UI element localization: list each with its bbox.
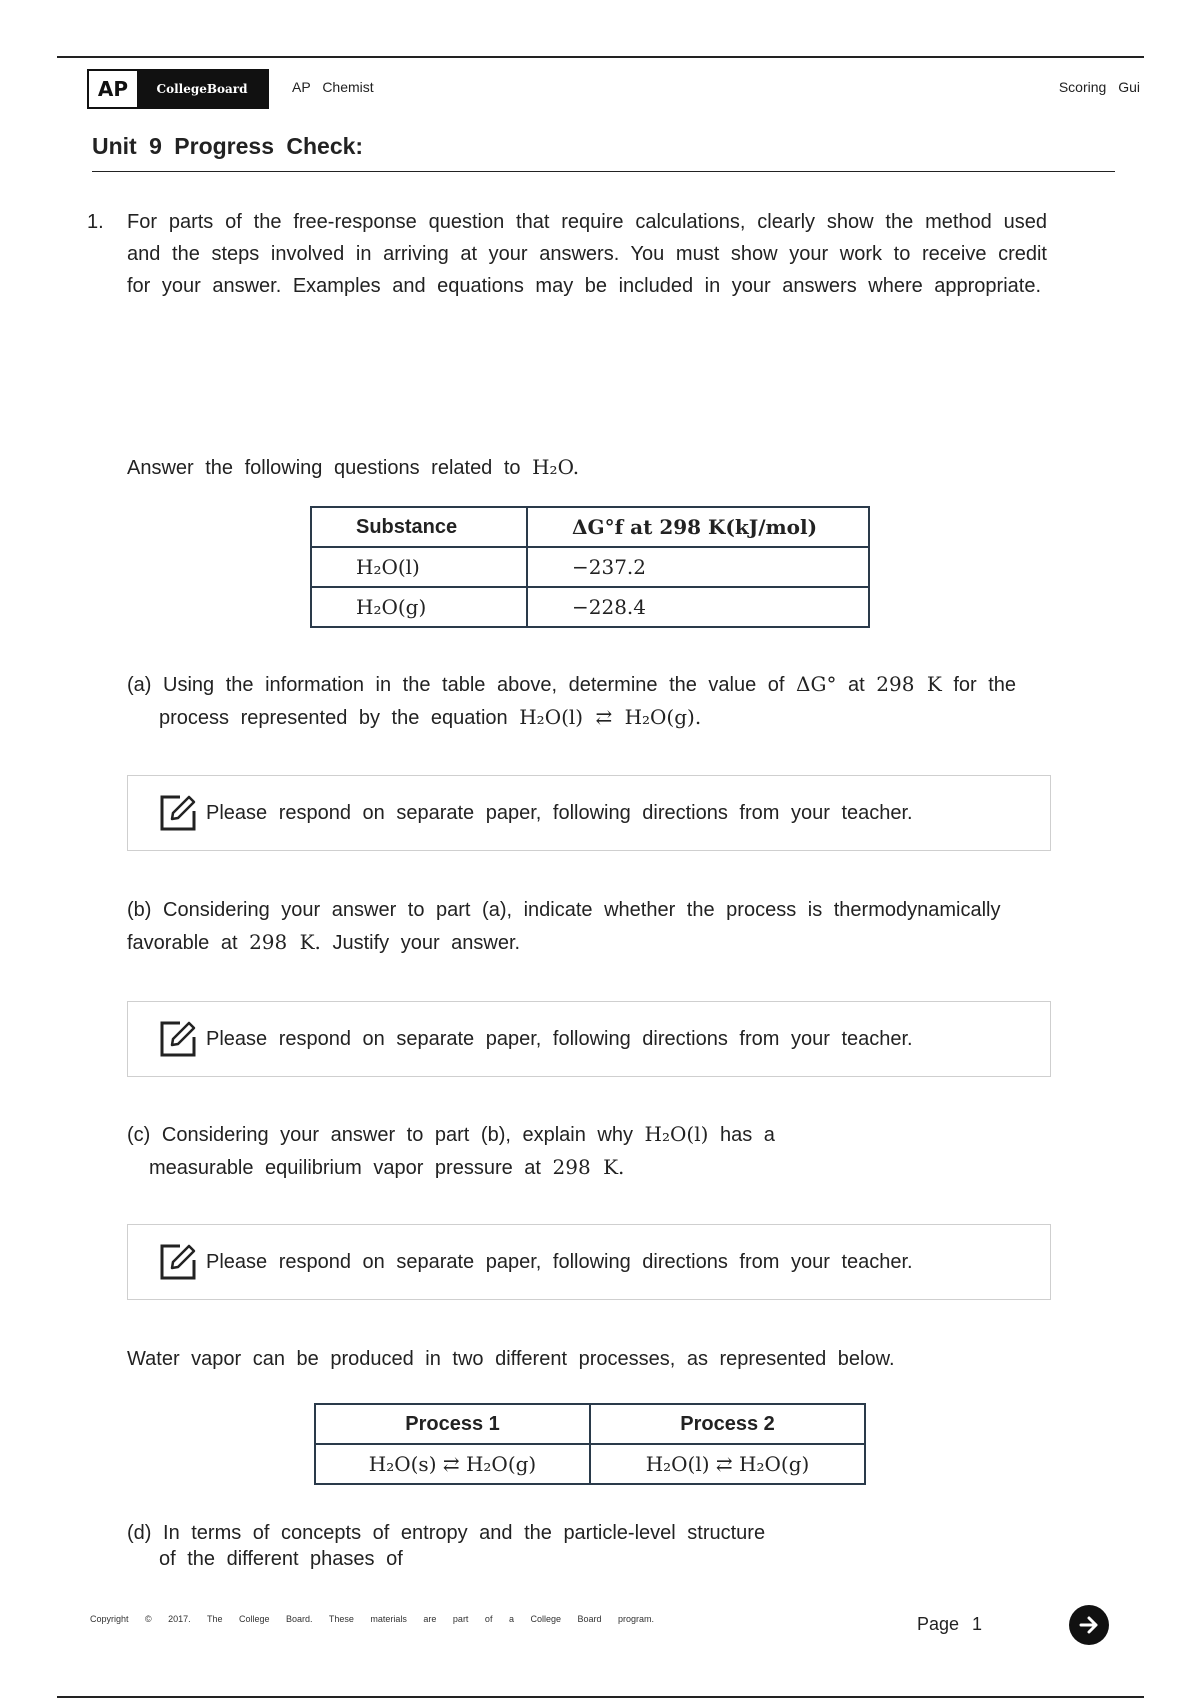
part-b-text2: Justify your answer. bbox=[332, 932, 521, 954]
response-message: Please respond on separate paper, following directions from your teacher. bbox=[206, 1250, 913, 1273]
part-b-label: (b) bbox=[127, 899, 152, 921]
table-row bbox=[311, 547, 869, 587]
edit-pencil-icon bbox=[158, 793, 198, 833]
table-cell-value: −228.4 bbox=[527, 587, 869, 627]
table-header-process-2: Process 2 bbox=[590, 1404, 865, 1444]
part-a-temp: 298 K bbox=[876, 672, 942, 696]
part-c-temp: 298 K. bbox=[552, 1155, 625, 1179]
table-cell-substance: H₂O(g) bbox=[311, 587, 527, 627]
table-header-dg: ΔG°f at 298 K(kJ/mol) bbox=[527, 507, 869, 547]
part-d bbox=[127, 1520, 767, 1572]
logo-ap-text: AP bbox=[89, 71, 137, 107]
table-header-row bbox=[315, 1404, 865, 1444]
part-a-equation: H₂O(l) ⇄ H₂O(g). bbox=[519, 705, 702, 729]
part-a-label: (a) bbox=[127, 674, 152, 696]
table-cell-process-2: H₂O(l) ⇄ H₂O(g) bbox=[590, 1444, 865, 1484]
next-page-button[interactable] bbox=[1069, 1605, 1109, 1645]
edit-pencil-icon bbox=[158, 1019, 198, 1059]
course-name: AP Chemist bbox=[292, 79, 374, 95]
part-d-label: (d) bbox=[127, 1522, 152, 1544]
part-c-text2: has a measurable equilibrium vapor pressure at bbox=[149, 1124, 775, 1179]
part-c-formula: H₂O(l) bbox=[644, 1122, 709, 1146]
table-cell-value: −237.2 bbox=[527, 547, 869, 587]
edit-pencil-icon bbox=[158, 1242, 198, 1282]
title-rule bbox=[92, 171, 1115, 172]
arrow-right-icon bbox=[1076, 1612, 1102, 1638]
part-b-temp: 298 K. bbox=[249, 930, 321, 954]
response-message: Please respond on separate paper, following directions from your teacher. bbox=[206, 801, 913, 824]
scoring-guide-label: Scoring Gui bbox=[1058, 79, 1140, 95]
page-title: Unit 9 Progress Check: bbox=[92, 133, 364, 159]
part-d-text: In terms of concepts of entropy and the particle-level structure of the different phases of bbox=[159, 1522, 766, 1570]
response-box-b[interactable] bbox=[127, 1001, 1051, 1077]
question-number: 1. bbox=[87, 211, 104, 233]
table-header-row bbox=[311, 507, 869, 547]
top-rule bbox=[57, 56, 1144, 58]
page-number: Page 1 bbox=[917, 1614, 983, 1634]
response-box-a[interactable] bbox=[127, 775, 1051, 851]
part-b-text1: Considering your answer to part (a), indicate whether the process is thermodynamically favorable at bbox=[127, 899, 1001, 954]
part-c-label: (c) bbox=[127, 1124, 151, 1146]
process-table bbox=[314, 1403, 866, 1485]
table-row bbox=[311, 587, 869, 627]
part-a-text3: for the process represented by the equation bbox=[159, 674, 1017, 729]
response-message: Please respond on separate paper, following directions from your teacher. bbox=[206, 1027, 913, 1050]
gibbs-energy-table bbox=[310, 506, 870, 628]
table-cell-process-1: H₂O(s) ⇄ H₂O(g) bbox=[315, 1444, 590, 1484]
bottom-rule bbox=[57, 1696, 1144, 1698]
part-a-dg: ΔG° bbox=[796, 672, 837, 696]
part-b bbox=[127, 894, 1047, 959]
part-c bbox=[127, 1118, 887, 1184]
table-header-substance: Substance bbox=[311, 507, 527, 547]
answer-formula: H₂O. bbox=[532, 455, 580, 479]
answer-prompt-text: Answer the following questions related to bbox=[127, 457, 521, 479]
table-row bbox=[315, 1444, 865, 1484]
vapor-intro: Water vapor can be produced in two different processes, as represented below. bbox=[127, 1348, 895, 1370]
question-intro: For parts of the free-response question that require calculations, clearly show the method used and the steps involved in arriving at your answers. You must show your work to receive credit for your answer. Examples and equations may be included in your answers where appropriate. bbox=[127, 211, 1047, 297]
table-cell-substance: H₂O(l) bbox=[311, 547, 527, 587]
part-a-text2: at bbox=[848, 674, 865, 696]
part-a-text1: Using the information in the table above, determine the value of bbox=[163, 674, 785, 696]
logo-collegeboard-text: CollegeBoard bbox=[137, 71, 267, 107]
part-c-text1: Considering your answer to part (b), explain why bbox=[161, 1124, 633, 1146]
page-header bbox=[87, 69, 1140, 109]
response-box-c[interactable] bbox=[127, 1224, 1051, 1300]
copyright-notice: Copyright © 2017. The College Board. These materials are part of a College Board program. bbox=[90, 1614, 654, 1624]
table-header-process-1: Process 1 bbox=[315, 1404, 590, 1444]
ap-collegeboard-logo bbox=[87, 69, 269, 109]
answer-prompt bbox=[127, 451, 579, 484]
part-a bbox=[127, 668, 1047, 734]
